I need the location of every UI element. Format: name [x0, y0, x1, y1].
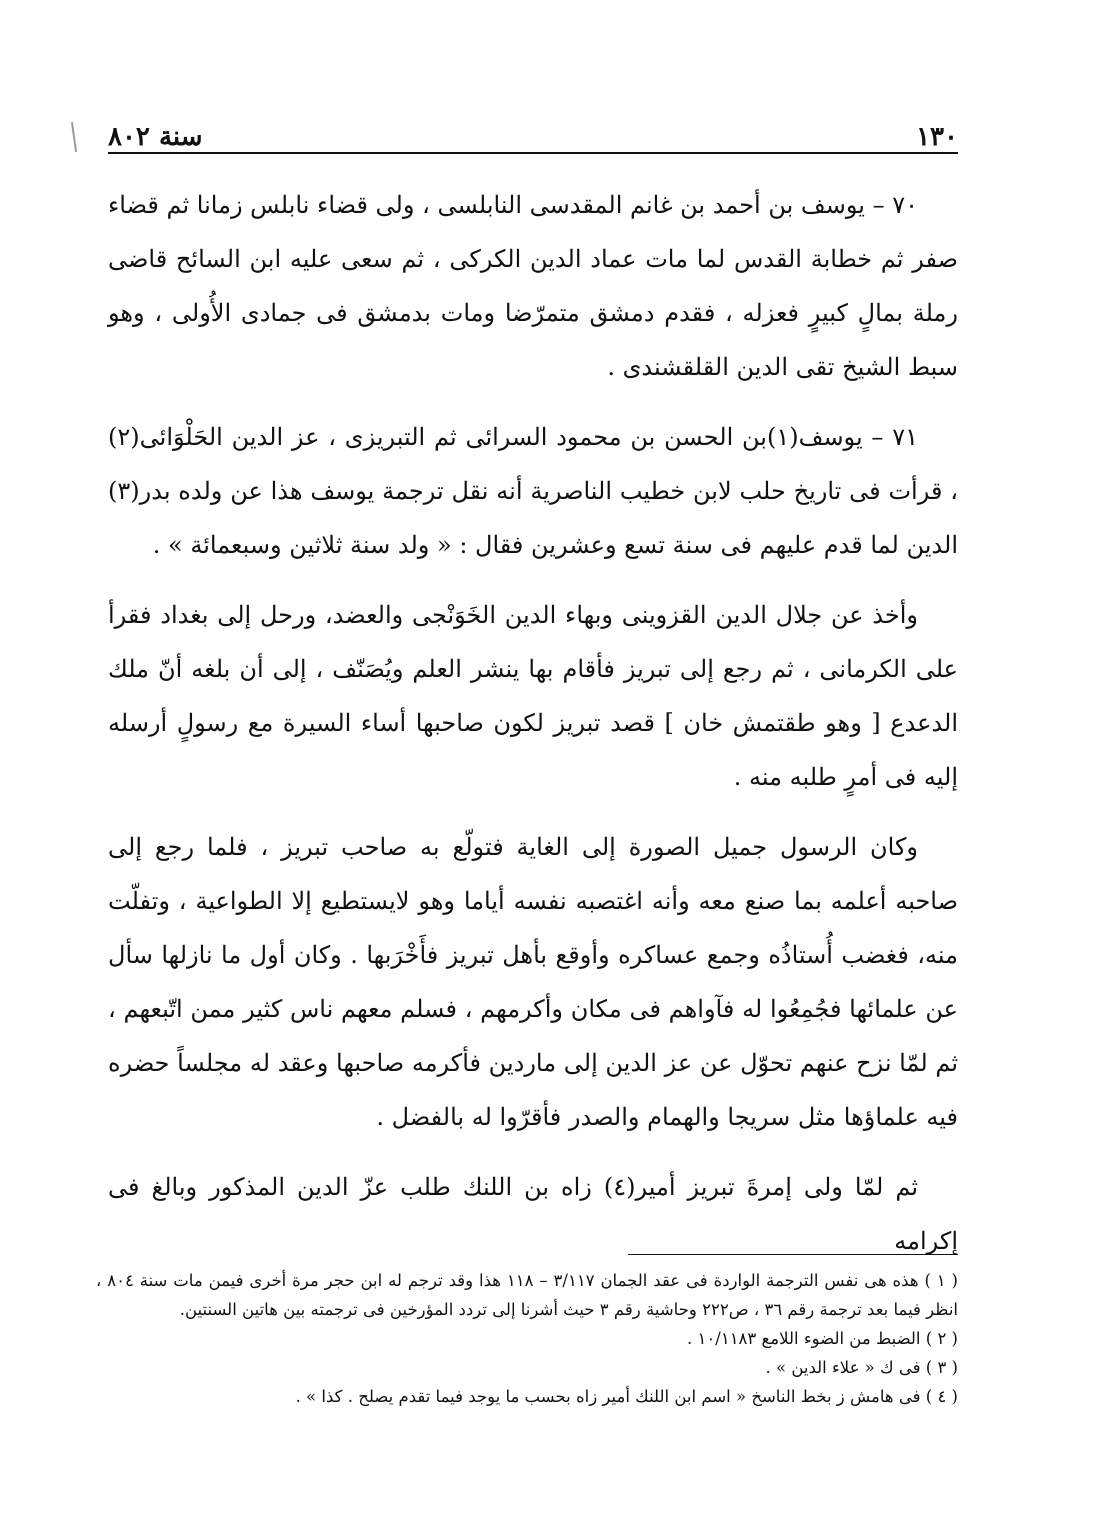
footnote-1: ( ١ ) هذه هى نفس الترجمة الواردة فى عقد الجمان ٣/١١٧ – ١١٨ هذا وقد ترجم له ابن حجر مرة أخرى فيمن مات سنة ٨٠٤ ، انظر فيما بعد ترجمة رقم ٣٦ ، ص٢٢٢ وحاشية رقم ٣ حيث أشرنا إلى تردد المؤرخين فى ترجمته بين هاتين السنتين. — [96, 1271, 958, 1319]
footnote-3: ( ٣ ) فى ك « علاء الدين » . — [765, 1358, 958, 1377]
entry-70: ٧٠ – يوسف بن أحمد بن غانم المقدسى النابلسى ، ولى قضاء نابلس زمانا ثم قضاء صفر ثم خطابة القدس لما مات عماد الدين الكركى ، ثم سعى عليه ابن السائح قاضى رملة بمالٍ كبيرٍ فعزله ، فقدم دمشق متمرّضا ومات بدمشق فى جمادى الأُولى ، وهو سبط الشيخ تقى الدين القلقشندى . — [108, 191, 958, 381]
paragraph: ثم لمّا ولى إمرةَ تبريز أمير(٤) زاه بن اللنك طلب عزّ الدين المذكور وبالغ فى إكرامه — [108, 1173, 958, 1255]
paragraph: وأخذ عن جلال الدين القزوينى وبهاء الدين الخَوَنْجى والعضد، ورحل إلى بغداد فقرأ على الكرمانى ، ثم رجع إلى تبريز فأقام بها ينشر العلم ويُصَنّف ، إلى أن بلغه أنّ ملك الدعدع [ وهو طقتمش خان ] قصد تبريز لكون صاحبها أساء السيرة مع رسولٍ أرسله إليه فى أمرٍ طلبه منه . — [108, 601, 959, 791]
running-title: سنة ٨٠٢ — [108, 122, 203, 152]
entry-71: ٧١ – يوسف(١)بن الحسن بن محمود السرائى ثم التبريزى ، عز الدين الحَلْوَائى(٢) ، قرأت فى تاريخ حلب لابن خطيب الناصرية أنه نقل ترجمة يوسف هذا عن ولده بدر(٣) الدين لما قدم عليهم فى سنة تسع وعشرين فقال : « ولد سنة ثلاثين وسبعمائة » . — [108, 423, 958, 559]
header-rule — [108, 152, 958, 154]
scan-edge-mark — [71, 122, 77, 152]
footnote-rule — [628, 1254, 958, 1255]
page-header — [108, 108, 958, 152]
footnote-4: ( ٤ ) فى هامش ز بخط الناسخ « اسم ابن اللنك أمير زاه بحسب ما يوجد فيما تقدم يصلح . كذا » . — [295, 1387, 958, 1406]
main-text — [108, 178, 958, 1284]
paragraph: وكان الرسول جميل الصورة إلى الغاية فتولّع به صاحب تبريز ، فلما رجع إلى صاحبه أعلمه بما صنع معه وأنه اغتصبه نفسه أياما وهو لايستطيع إلا الطواعية ، وتفلّت منه، فغضب أُستاذُه وجمع عساكره وأوقع بأهل تبريز فأَخْرَبها . وكان أول ما نازلها سأل عن علمائها فجُمِعُوا له فآواهم فى مكان وأكرمهم ، فسلم معهم ناس كثير ممن اتّبعهم ، ثم لمّا نزح عنهم تحوّل عن عز الدين إلى ماردين فأكرمه صاحبها وعقد له مجلساً حضره فيه علماؤها مثل سريجا والهمام والصدر فأقرّوا له بالفضل . — [108, 833, 958, 1131]
footnote-2: ( ٢ ) الضبط من الضوء اللامع ١٠/١١٨٣ . — [687, 1329, 958, 1348]
page-number: ١٣٠ — [916, 122, 958, 152]
footnotes — [96, 1266, 958, 1411]
